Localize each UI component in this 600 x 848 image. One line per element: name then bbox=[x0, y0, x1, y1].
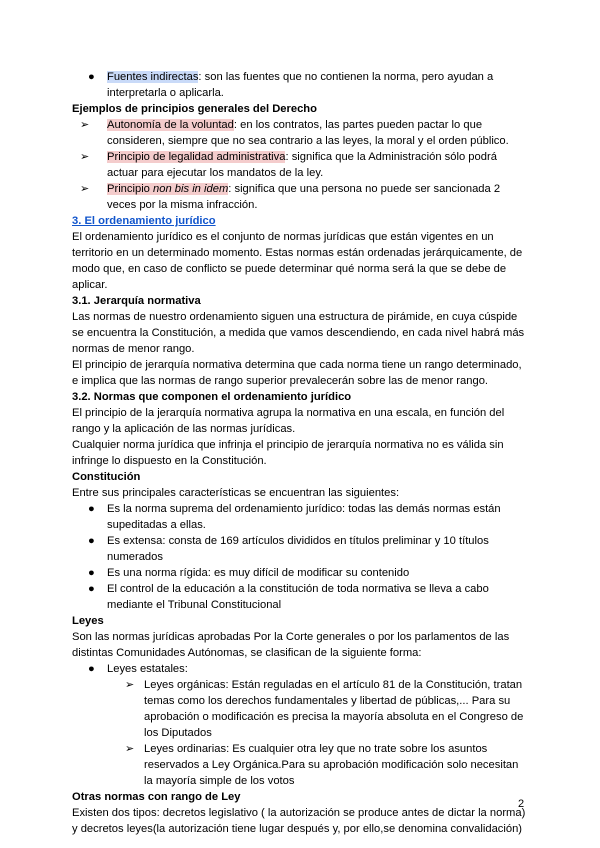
list-item-continuation: actuar para ejecutar los mandatos de la ley. bbox=[107, 167, 324, 179]
text-run: Es una norma rígida: es muy difícil de modificar su contenido bbox=[107, 567, 410, 579]
bullet-dot-icon: ● bbox=[88, 663, 95, 675]
list-item-continuation: numerados bbox=[107, 551, 163, 563]
paragraph-line: aplicar. bbox=[72, 279, 108, 291]
text-run: Es extensa: consta de 169 artículos divididos en títulos preliminar y 10 títulos bbox=[107, 535, 489, 547]
bullet-dot-icon: ● bbox=[88, 503, 95, 515]
highlighted-term: Fuentes indirectas bbox=[107, 71, 199, 83]
list-item-continuation: temas como los derechos fundamentales y libertad de públicas,... Para su bbox=[144, 695, 511, 707]
list-item-fuentes-indirectas bbox=[72, 69, 532, 85]
list-item-autonomia bbox=[72, 117, 532, 133]
sublist-item-leyes-ordinarias bbox=[72, 741, 532, 757]
paragraph-line: distintas Comunidades Autónomas, se clasifican de la siguiente forma: bbox=[72, 647, 422, 659]
paragraph-line: Existen dos tipos: decretos legislativo ( la autorización se produce antes de dictar la norma) bbox=[72, 807, 526, 819]
paragraph-line: territorio en un determinado momento. Estas normas están ordenadas jerárquicamente, de bbox=[72, 247, 523, 259]
arrow-bullet-icon: ➢ bbox=[80, 183, 90, 195]
paragraph-line: normas de menor rango. bbox=[72, 343, 195, 355]
bullet-dot-icon: ● bbox=[88, 535, 95, 547]
paragraph-line: e implica que las normas de rango superior prevalecerán sobre las de menor rango. bbox=[72, 375, 489, 387]
list-item-continuation: la mayoría simple de los votos bbox=[144, 775, 295, 787]
paragraph-line: infringe lo dispuesto en la Constitución. bbox=[72, 455, 267, 467]
list-item-continuation: consideren, siempre que no sea contrario a las leyes, la moral y el orden público. bbox=[107, 135, 509, 147]
list-item-continuation: aprobación o modificación es precisa la mayoría absoluta en el Congreso de bbox=[144, 711, 524, 723]
text-run: Leyes estatales: bbox=[107, 663, 188, 675]
highlighted-term bbox=[107, 183, 228, 195]
text-run: : significa que la Administración sólo podrá bbox=[285, 151, 497, 163]
paragraph-line: Cualquier norma jurídica que infrinja el principio de jerarquía normativa no es válida sin bbox=[72, 439, 504, 451]
heading-leyes: Leyes bbox=[72, 615, 104, 627]
list-item bbox=[72, 533, 532, 549]
paragraph-line: El ordenamiento jurídico es el conjunto de normas jurídicas que están vigentes en un bbox=[72, 231, 494, 243]
heading-constitucion: Constitución bbox=[72, 471, 141, 483]
arrow-bullet-icon: ➢ bbox=[125, 743, 135, 755]
list-item-continuation: interpretarla o aplicarla. bbox=[107, 87, 224, 99]
paragraph-line: El principio de jerarquía normativa determina que cada norma tiene un rango determinado, bbox=[72, 359, 522, 371]
list-item-continuation: mediante el Tribunal Constitucional bbox=[107, 599, 282, 611]
list-item-continuation: reservados a Ley Orgánica.Para su aprobación modificación solo necesitan bbox=[144, 759, 519, 771]
bullet-dot-icon: ● bbox=[88, 583, 95, 595]
list-item-continuation: los Diputados bbox=[144, 727, 212, 739]
heading-otras-normas: Otras normas con rango de Ley bbox=[72, 791, 241, 803]
text-run: Leyes ordinarias: Es cualquier otra ley que no trate sobre los asuntos bbox=[144, 743, 488, 755]
text-run: Es la norma suprema del ordenamiento jurídico: todas las demás normas están bbox=[107, 503, 501, 515]
text-run: : son las fuentes que no contienen la norma, pero ayudan a bbox=[198, 71, 494, 83]
arrow-bullet-icon: ➢ bbox=[80, 151, 90, 163]
text-run: Leyes orgánicas: Están reguladas en el artículo 81 de la Constitución, tratan bbox=[144, 679, 523, 691]
section-3-heading-link[interactable]: 3. El ordenamiento jurídico bbox=[72, 215, 216, 227]
list-item-leyes-estatales bbox=[72, 661, 532, 677]
list-item bbox=[72, 501, 532, 517]
arrow-bullet-icon: ➢ bbox=[125, 679, 135, 691]
paragraph-line: modo que, en caso de conflicto se puede determinar qué norma será la que se debe de bbox=[72, 263, 507, 275]
paragraph-line: Entre sus principales características se encuentran las siguientes: bbox=[72, 487, 400, 499]
paragraph-line: rango y la aplicación de las normas jurídicas. bbox=[72, 423, 296, 435]
sublist-item-leyes-organicas bbox=[72, 677, 532, 693]
list-item-non-bis-in-idem bbox=[72, 181, 532, 197]
list-item bbox=[72, 565, 532, 581]
highlighted-term: Principio de legalidad administrativa bbox=[107, 151, 286, 163]
paragraph-line: El principio de la jerarquía normativa agrupa la normativa en una escala, en función del bbox=[72, 407, 505, 419]
bullet-dot-icon: ● bbox=[88, 71, 95, 83]
text-run: El control de la educación a la constitución de toda normativa se lleva a cabo bbox=[107, 583, 489, 595]
highlighted-term: Autonomía de la voluntad bbox=[107, 119, 234, 131]
heading-3-2: 3.2. Normas que componen el ordenamiento jurídico bbox=[72, 391, 352, 403]
italic-term: non bis in idem bbox=[153, 183, 229, 195]
text-run: Principio bbox=[107, 183, 154, 195]
paragraph-line: Son las normas jurídicas aprobadas Por la Corte generales o por los parlamentos de las bbox=[72, 631, 510, 643]
text-run: : en los contratos, las partes pueden pactar lo que bbox=[233, 119, 483, 131]
heading-3-1: 3.1. Jerarquía normativa bbox=[72, 295, 201, 307]
list-item-continuation: supeditadas a ellas. bbox=[107, 519, 206, 531]
list-item bbox=[72, 581, 532, 597]
list-item-continuation: veces por la misma infracción. bbox=[107, 199, 258, 211]
text-run: : significa que una persona no puede ser sancionada 2 bbox=[228, 183, 501, 195]
paragraph-line: y decretos leyes(la autorización tiene lugar después y, por ello,se denomina convalidación) bbox=[72, 823, 523, 835]
arrow-bullet-icon: ➢ bbox=[80, 119, 90, 131]
page-number: 2 bbox=[518, 798, 525, 810]
document-page bbox=[72, 69, 532, 837]
paragraph-line: Las normas de nuestro ordenamiento siguen una estructura de pirámide, en cuya cúspide bbox=[72, 311, 518, 323]
bullet-dot-icon: ● bbox=[88, 567, 95, 579]
heading-ejemplos: Ejemplos de principios generales del Derecho bbox=[72, 103, 317, 115]
paragraph-line: se encuentra la Constitución, a medida que vamos descendiendo, en cada nivel habrá más bbox=[72, 327, 525, 339]
list-item-legalidad bbox=[72, 149, 532, 165]
